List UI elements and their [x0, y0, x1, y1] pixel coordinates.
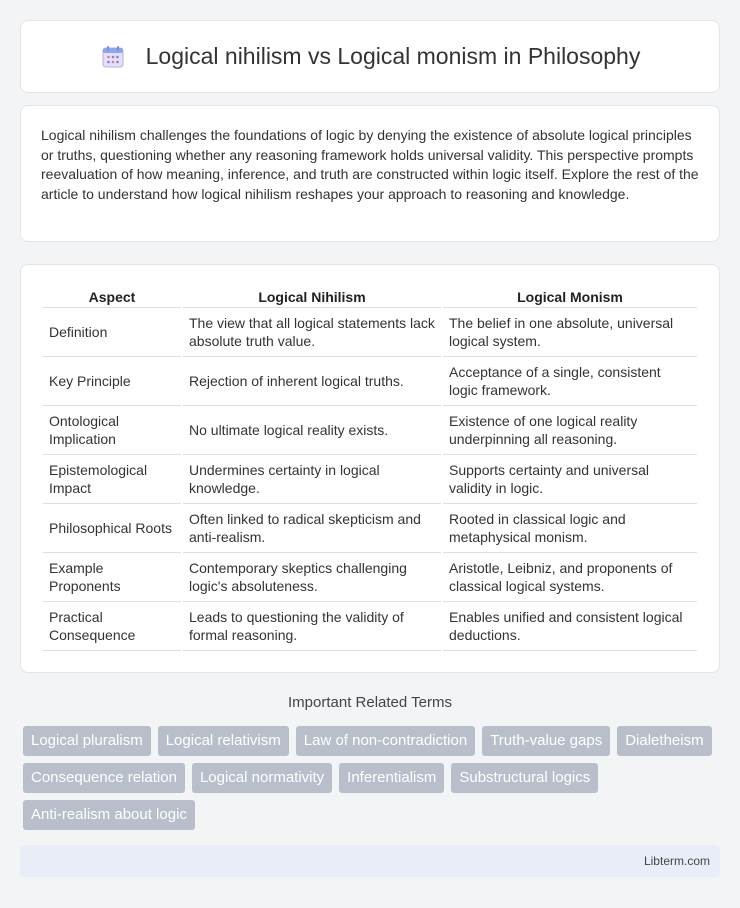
row-monism-cell: Existence of one logical reality underpinning all reasoning.	[443, 406, 697, 455]
table-row	[43, 504, 697, 553]
row-aspect: Epistemological Impact	[43, 455, 181, 504]
intro-card	[20, 105, 720, 242]
related-term-tag[interactable]: Dialetheism	[617, 726, 711, 756]
table-row	[43, 553, 697, 602]
calendar-icon	[100, 44, 126, 70]
related-terms-list	[23, 726, 723, 830]
related-term-tag[interactable]: Logical pluralism	[23, 726, 151, 756]
page-title: Logical nihilism vs Logical monism in Philosophy	[145, 43, 641, 69]
row-nihilism-cell: Contemporary skeptics challenging logic's absoluteness.	[183, 553, 441, 602]
title-card	[20, 20, 720, 93]
table-row	[43, 455, 697, 504]
row-aspect: Key Principle	[43, 357, 181, 406]
table-row	[43, 357, 697, 406]
row-monism-cell: The belief in one absolute, universal logical system.	[443, 308, 697, 357]
related-term-tag[interactable]: Logical relativism	[158, 726, 289, 756]
row-nihilism-cell: Leads to questioning the validity of formal reasoning.	[183, 602, 441, 651]
related-term-tag[interactable]: Inferentialism	[339, 763, 444, 793]
row-nihilism-cell: No ultimate logical reality exists.	[183, 406, 441, 455]
related-term-tag[interactable]: Truth-value gaps	[482, 726, 610, 756]
related-term-tag[interactable]: Anti-realism about logic	[23, 800, 195, 830]
header-logical-nihilism: Logical Nihilism	[183, 285, 441, 308]
comparison-table	[41, 285, 699, 651]
table-row	[43, 406, 697, 455]
related-term-tag[interactable]: Law of non-contradiction	[296, 726, 475, 756]
footer-site-link[interactable]: Libterm.com	[643, 854, 710, 868]
comparison-card	[20, 264, 720, 673]
row-monism-cell: Acceptance of a single, consistent logic framework.	[443, 357, 697, 406]
row-aspect: Definition	[43, 308, 181, 357]
row-monism-cell: Supports certainty and universal validity in logic.	[443, 455, 697, 504]
row-monism-cell: Enables unified and consistent logical deductions.	[443, 602, 697, 651]
row-aspect: Ontological Implication	[43, 406, 181, 455]
header-logical-monism: Logical Monism	[443, 285, 697, 308]
related-terms-heading: Important Related Terms	[288, 694, 452, 711]
row-nihilism-cell: The view that all logical statements lack absolute truth value.	[183, 308, 441, 357]
intro-paragraph: Logical nihilism challenges the foundations of logic by denying the existence of absolute logical principles or truths, questioning whether any reasoning framework holds universal validity. This perspective prompts reevaluation of how meaning, inference, and truth are constructed within logic itself. Explore the rest of the article to understand how logical nihilism reshapes your approach to reasoning and knowledge.	[41, 127, 699, 202]
related-term-tag[interactable]: Logical normativity	[192, 763, 332, 793]
header-aspect: Aspect	[43, 285, 181, 308]
row-nihilism-cell: Undermines certainty in logical knowledge.	[183, 455, 441, 504]
row-nihilism-cell: Often linked to radical skepticism and anti-realism.	[183, 504, 441, 553]
row-nihilism-cell: Rejection of inherent logical truths.	[183, 357, 441, 406]
table-row	[43, 602, 697, 651]
row-aspect: Example Proponents	[43, 553, 181, 602]
related-term-tag[interactable]: Consequence relation	[23, 763, 185, 793]
row-monism-cell: Aristotle, Leibniz, and proponents of classical logical systems.	[443, 553, 697, 602]
row-aspect: Practical Consequence	[43, 602, 181, 651]
table-header-row	[43, 285, 697, 308]
row-monism-cell: Rooted in classical logic and metaphysical monism.	[443, 504, 697, 553]
table-row	[43, 308, 697, 357]
row-aspect: Philosophical Roots	[43, 504, 181, 553]
related-term-tag[interactable]: Substructural logics	[451, 763, 598, 793]
footer	[20, 845, 720, 877]
